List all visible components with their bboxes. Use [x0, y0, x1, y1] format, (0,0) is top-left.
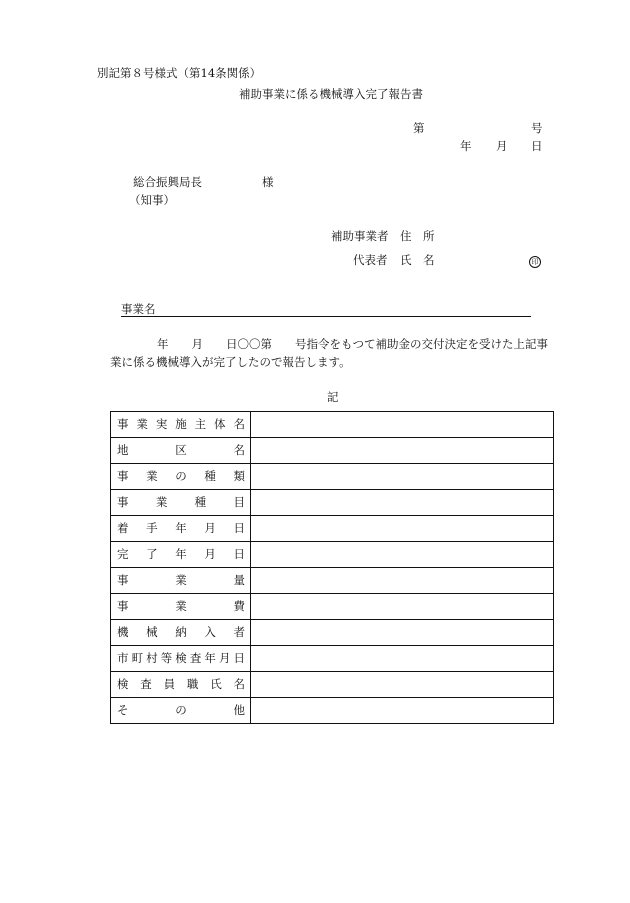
- row-label: 着 手 年 月 日: [117, 520, 245, 535]
- table-row: [111, 516, 554, 542]
- row-value-cell[interactable]: [251, 620, 554, 646]
- date-month-label: 月: [496, 139, 508, 153]
- addressee-honorific: 様: [262, 175, 274, 189]
- representative-label: 代表者: [353, 253, 388, 267]
- ki-label: 記: [327, 390, 339, 404]
- row-value-cell[interactable]: [251, 698, 554, 724]
- seal-mark: 印: [529, 256, 541, 268]
- row-value-cell[interactable]: [251, 412, 554, 438]
- row-value-cell[interactable]: [251, 646, 554, 672]
- row-label-cell: [111, 464, 251, 490]
- date-day-label: 日: [531, 139, 543, 153]
- row-label: 事 業 種 目: [117, 494, 245, 509]
- row-value-cell[interactable]: [251, 542, 554, 568]
- row-value-cell[interactable]: [251, 568, 554, 594]
- table-row: [111, 438, 554, 464]
- row-label-cell: [111, 542, 251, 568]
- row-label-cell: [111, 412, 251, 438]
- row-value-cell[interactable]: [251, 672, 554, 698]
- row-label-cell: [111, 438, 251, 464]
- applicant-label: 補助事業者: [331, 229, 389, 243]
- row-label: そ の 他: [117, 702, 245, 717]
- report-table: [110, 411, 554, 724]
- row-value-cell[interactable]: [251, 516, 554, 542]
- row-label: 市 町 村 等 検 査 年 月 日: [117, 650, 245, 665]
- row-label: 検 査 員 職 氏 名: [117, 676, 245, 691]
- row-value-cell[interactable]: [251, 490, 554, 516]
- row-label-cell: [111, 672, 251, 698]
- row-label-cell: [111, 490, 251, 516]
- addressee-alt: （知事）: [129, 193, 175, 207]
- row-label: 事 業 量: [117, 572, 245, 587]
- table-row: [111, 542, 554, 568]
- row-label: 事 業 実 施 主 体 名: [117, 416, 245, 431]
- row-label-cell: [111, 594, 251, 620]
- name-label: 氏 名: [400, 253, 435, 267]
- address-label: 住 所: [400, 229, 435, 243]
- table-row: [111, 646, 554, 672]
- table-row: [111, 568, 554, 594]
- row-value-cell[interactable]: [251, 594, 554, 620]
- doc-number-prefix: 第: [413, 121, 425, 135]
- row-label: 事 業 費: [117, 598, 245, 613]
- row-label: 事 業 の 種 類: [117, 468, 245, 483]
- table-row: [111, 672, 554, 698]
- row-label-cell: [111, 698, 251, 724]
- project-name-underline: [121, 316, 531, 317]
- row-label: 地 区 名: [117, 442, 245, 457]
- row-label-cell: [111, 516, 251, 542]
- body-line-2: 業に係る機械導入が完了したので報告します。: [110, 355, 351, 369]
- body-line-1: 年 月 日〇〇第 号指令をもつて補助金の交付決定を受けた上記事: [134, 337, 548, 351]
- addressee-name: 総合振興局長: [133, 175, 202, 189]
- table-row: [111, 698, 554, 724]
- form-reference: 別記第８号様式（第14条関係）: [97, 66, 262, 80]
- row-value-cell[interactable]: [251, 464, 554, 490]
- project-name-label: 事業名: [121, 302, 156, 316]
- table-row: [111, 620, 554, 646]
- row-label: 完 了 年 月 日: [117, 546, 245, 561]
- doc-number-suffix: 号: [531, 121, 543, 135]
- row-label-cell: [111, 646, 251, 672]
- row-label-cell: [111, 568, 251, 594]
- row-value-cell[interactable]: [251, 438, 554, 464]
- table-row: [111, 490, 554, 516]
- document-title: 補助事業に係る機械導入完了報告書: [239, 87, 423, 101]
- row-label-cell: [111, 620, 251, 646]
- date-year-label: 年: [460, 139, 472, 153]
- table-row: [111, 412, 554, 438]
- table-row: [111, 594, 554, 620]
- table-row: [111, 464, 554, 490]
- row-label: 機 械 納 入 者: [117, 624, 245, 639]
